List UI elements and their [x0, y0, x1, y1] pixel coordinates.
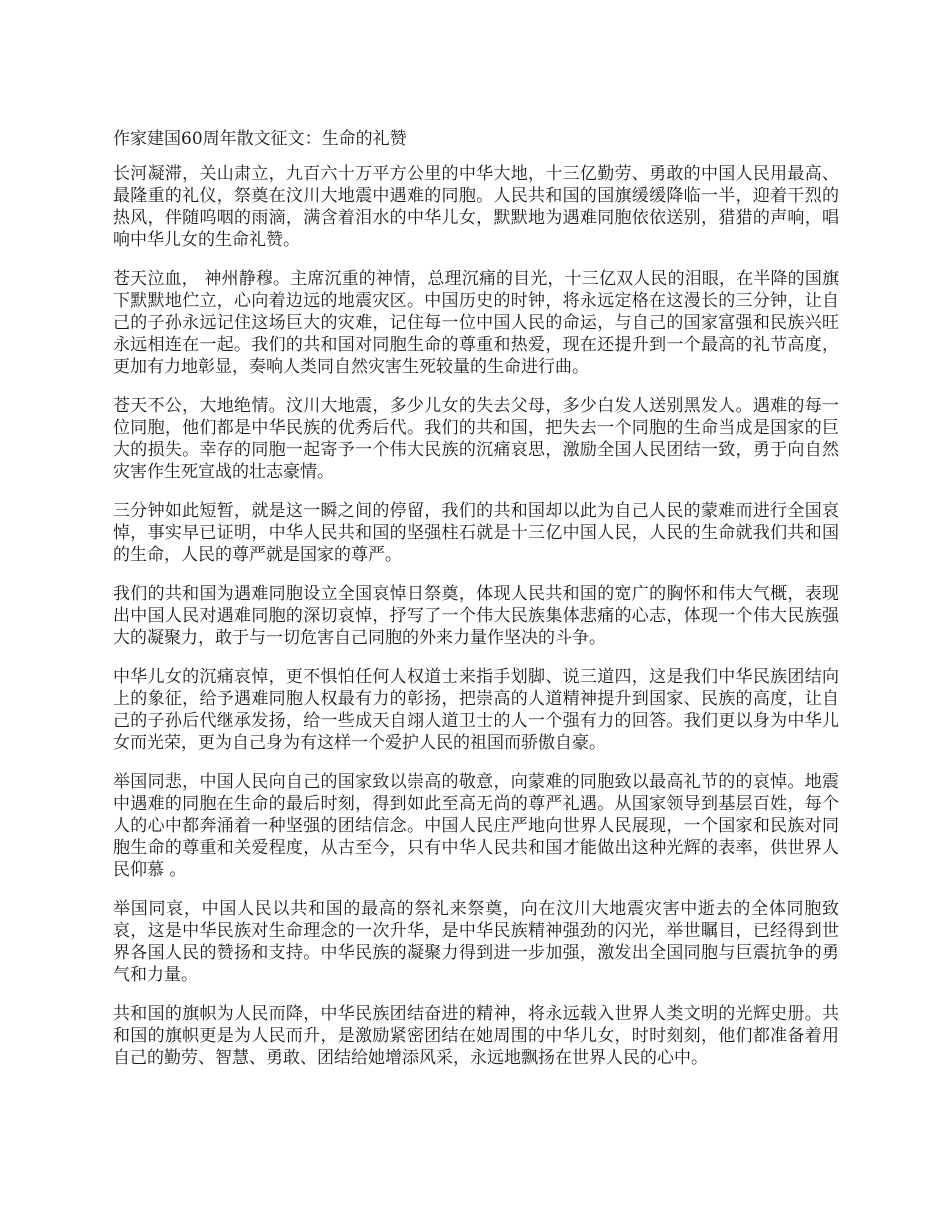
- paragraph-2: 苍天泣血， 神州静穆。主席沉重的神情，总理沉痛的目光，十三亿双人民的泪眼，在半降的国旗下默默地伫立，心向着边远的地震灾区。中国历史的时钟，将永远定格在这漫长的三分钟，让自己的子孙永远记住这场巨大的灾难，记住每一位中国人民的命运，与自己的国家富强和民族兴旺永远相连在一起。我们的共和国对同胞生命的尊重和热爱，现在还提升到一个最高的礼节高度，更加有力地彰显，奏响人类同自然灾害生死较量的生命进行曲。: [113, 269, 839, 377]
- paragraph-3: 苍天不公，大地绝情。汶川大地震，多少儿女的失去父母，多少白发人送别黑发人。遇难的每一位同胞，他们都是中华民族的优秀后代。我们的共和国，把失去一个同胞的生命当成是国家的巨大的损失。幸存的同胞一起寄予一个伟大民族的沉痛哀思，激励全国人民团结一致，勇于向自然灾害作生死宣战的壮志豪情。: [113, 396, 839, 482]
- document-title: 作家建国60周年散文征文：生命的礼赞: [113, 129, 407, 149]
- document-body: [113, 128, 839, 1086]
- paragraph-8: 举国同哀，中国人民以共和国的最高的祭礼来祭奠，向在汶川大地震灾害中逝去的全体同胞致哀，这是中华民族对生命理念的一次升华，是中华民族精神强劲的闪光，举世瞩目，已经得到世界各国人民的赞扬和支持。中华民族的凝聚力得到进一步加强，激发出全国同胞与巨震抗争的勇气和力量。: [113, 899, 839, 985]
- paragraph-1: 长河凝滞，关山肃立，九百六十万平方公里的中华大地，十三亿勤劳、勇敢的中国人民用最高、最隆重的礼仪，祭奠在汶川大地震中遇难的同胞。人民共和国的国旗缓缓降临一半，迎着干烈的热风，伴随呜咽的雨滴，满含着泪水的中华儿女，默默地为遇难同胞依依送别，猎猎的声响，唱响中华儿女的生命礼赞。: [113, 164, 839, 250]
- paragraph-5: 我们的共和国为遇难同胞设立全国哀悼日祭奠，体现人民共和国的宽广的胸怀和伟大气概，表现出中国人民对遇难同胞的深切哀悼，抒写了一个伟大民族集体悲痛的心志，体现一个伟大民族强大的凝聚力，敢于与一切危害自己同胞的外来力量作坚决的斗争。: [113, 584, 839, 648]
- paragraph-4: 三分钟如此短暂，就是这一瞬之间的停留，我们的共和国却以此为自己人民的蒙难而进行全国哀悼，事实早已证明，中华人民共和国的坚强柱石就是十三亿中国人民，人民的生命就我们共和国的生命，人民的尊严就是国家的尊严。: [113, 501, 839, 565]
- paragraph-9: 共和国的旗帜为人民而降，中华民族团结奋进的精神，将永远载入世界人类文明的光辉史册。共和国的旗帜更是为人民而升，是激励紧密团结在她周围的中华儿女，时时刻刻，他们都准备着用自己的勤劳、智慧、勇敢、团结给她增添风采，永远地飘扬在世界人民的心中。: [113, 1004, 839, 1068]
- paragraph-6: 中华儿女的沉痛哀悼，更不惧怕任何人权道士来指手划脚、说三道四，这是我们中华民族团结向上的象征，给予遇难同胞人权最有力的彰扬，把崇高的人道精神提升到国家、民族的高度，让自己的子孙后代继承发扬，给一些成天自翊人道卫士的人一个强有力的回答。我们更以身为中华儿女而光荣，更为自己身为有这样一个爱护人民的祖国而骄傲自豪。: [113, 667, 839, 753]
- paragraph-7: 举国同悲，中国人民向自己的国家致以崇高的敬意，向蒙难的同胞致以最高礼节的的哀悼。地震中遇难的同胞在生命的最后时刻，得到如此至高无尚的尊严礼遇。从国家领导到基层百姓，每个人的心中都奔涌着一种坚强的团结信念。中国人民庄严地向世界人民展现，一个国家和民族对同胞生命的尊重和关爱程度，从古至今，只有中华人民共和国才能做出这种光辉的表率，供世界人民仰慕 。: [113, 772, 839, 880]
